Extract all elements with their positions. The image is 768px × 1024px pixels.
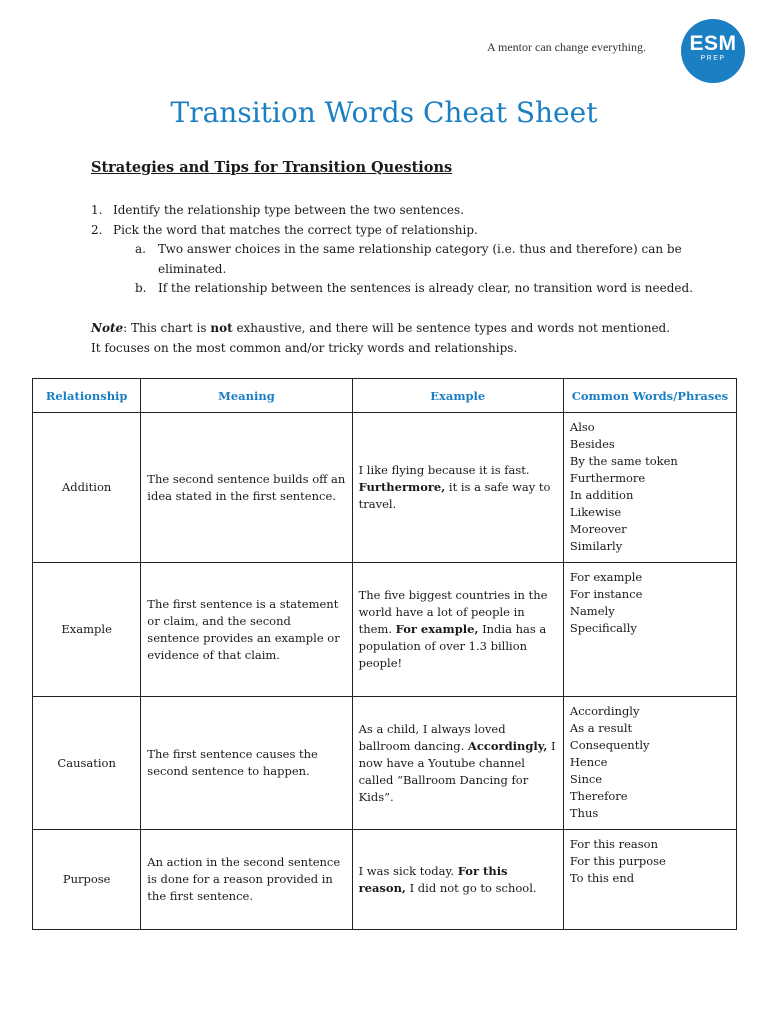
example-cell (352, 563, 563, 697)
table-row (33, 563, 737, 697)
example-cell (352, 413, 563, 563)
list-text: Identify the relationship type between the two sentences. (113, 203, 464, 217)
example-text: The five biggest countries in the world have a lot of people in them. (358, 588, 548, 636)
section-heading: Strategies and Tips for Transition Questions (91, 159, 453, 176)
table-row (33, 830, 737, 930)
word-item: Therefore (569, 789, 628, 803)
logo-main-text: ESM (689, 32, 737, 55)
meaning-cell: The first sentence is a statement or claim, and the second sentence provides an example or evidence of that claim. (141, 563, 352, 697)
meaning-cell: An action in the second sentence is done for a reason provided in the first sentence. (141, 830, 352, 930)
note-paragraph (91, 318, 681, 358)
list-number: 1. (91, 203, 103, 217)
note-label: Note (91, 321, 124, 335)
word-item: Specifically (569, 621, 637, 635)
example-cell (352, 830, 563, 930)
word-item: Since (569, 772, 603, 786)
note-emphasis: not (210, 321, 233, 335)
words-cell (563, 697, 736, 830)
example-text: it is a safe way to travel. (358, 480, 551, 511)
sub-list-letter: b. (135, 281, 147, 295)
note-text: : This chart is (123, 321, 211, 335)
word-item: Moreover (569, 522, 627, 536)
word-item: Furthermore (569, 471, 646, 485)
word-item: Namely (569, 604, 615, 618)
list-number: 2. (91, 222, 103, 237)
page-title: Transition Words Cheat Sheet (170, 96, 598, 129)
words-cell (563, 830, 736, 930)
table-row (33, 697, 737, 830)
esm-prep-logo (681, 19, 745, 83)
table-header-row (33, 379, 737, 413)
sub-list-letter: a. (135, 242, 146, 256)
example-text: I did not go to school. (405, 880, 537, 895)
relationship-cell: Purpose (33, 830, 141, 930)
word-item: Besides (569, 437, 615, 451)
example-transition-word: For this reason, (358, 863, 508, 895)
sub-list-text: Two answer choices in the same relationship category (i.e. thus and therefore) can be eliminated. (158, 242, 682, 276)
transition-table (32, 378, 737, 930)
example-cell (352, 697, 563, 830)
words-cell (563, 413, 736, 563)
example-text: As a child, I always loved ballroom dancing. (358, 721, 506, 753)
word-item: Consequently (569, 738, 650, 752)
word-item: Thus (569, 806, 599, 820)
word-item: By the same token (569, 454, 678, 468)
column-header: Common Words/Phrases (563, 379, 736, 413)
example-text: I now have a Youtube channel called “Ballroom Dancing for Kids”. (358, 738, 556, 804)
table-row (33, 413, 737, 563)
example-transition-word: Furthermore, (358, 480, 446, 494)
note-text: exhaustive, and there will be sentence types and words not mentioned. It focuses on the most common and/or tricky words and relationships. (91, 321, 671, 355)
column-header: Example (352, 379, 563, 413)
logo-sub-text: PREP (700, 55, 726, 62)
example-transition-word: Accordingly, (467, 738, 548, 753)
word-item: In addition (569, 488, 634, 502)
example-text: I was sick today. (358, 863, 458, 878)
relationship-cell: Addition (33, 413, 141, 563)
word-item: For this purpose (569, 854, 666, 868)
word-item: Likewise (569, 505, 622, 519)
relationship-cell: Causation (33, 697, 141, 830)
column-header: Relationship (33, 379, 141, 413)
example-text: India has a population of over 1.3 billion people! (358, 622, 547, 670)
word-item: Hence (569, 755, 608, 769)
column-header: Meaning (141, 379, 352, 413)
example-transition-word: For example, (395, 622, 479, 636)
word-item: Similarly (569, 539, 623, 553)
word-item: For this reason (569, 837, 658, 851)
header-tagline: A mentor can change everything. (487, 40, 646, 54)
word-item: As a result (569, 721, 633, 735)
words-cell (563, 563, 736, 697)
word-item: Accordingly (569, 704, 640, 718)
example-text: I like flying because it is fast. (358, 463, 530, 477)
sub-list-text: If the relationship between the sentences is already clear, no transition word is needed. (158, 281, 693, 295)
word-item: To this end (569, 871, 635, 885)
meaning-cell: The first sentence causes the second sentence to happen. (141, 697, 352, 830)
relationship-cell: Example (33, 563, 141, 697)
meaning-cell: The second sentence builds off an idea stated in the first sentence. (141, 413, 352, 563)
word-item: For instance (569, 587, 643, 601)
word-item: For example (569, 570, 643, 584)
list-text: Pick the word that matches the correct type of relationship. (113, 222, 478, 237)
word-item: Also (569, 420, 595, 434)
